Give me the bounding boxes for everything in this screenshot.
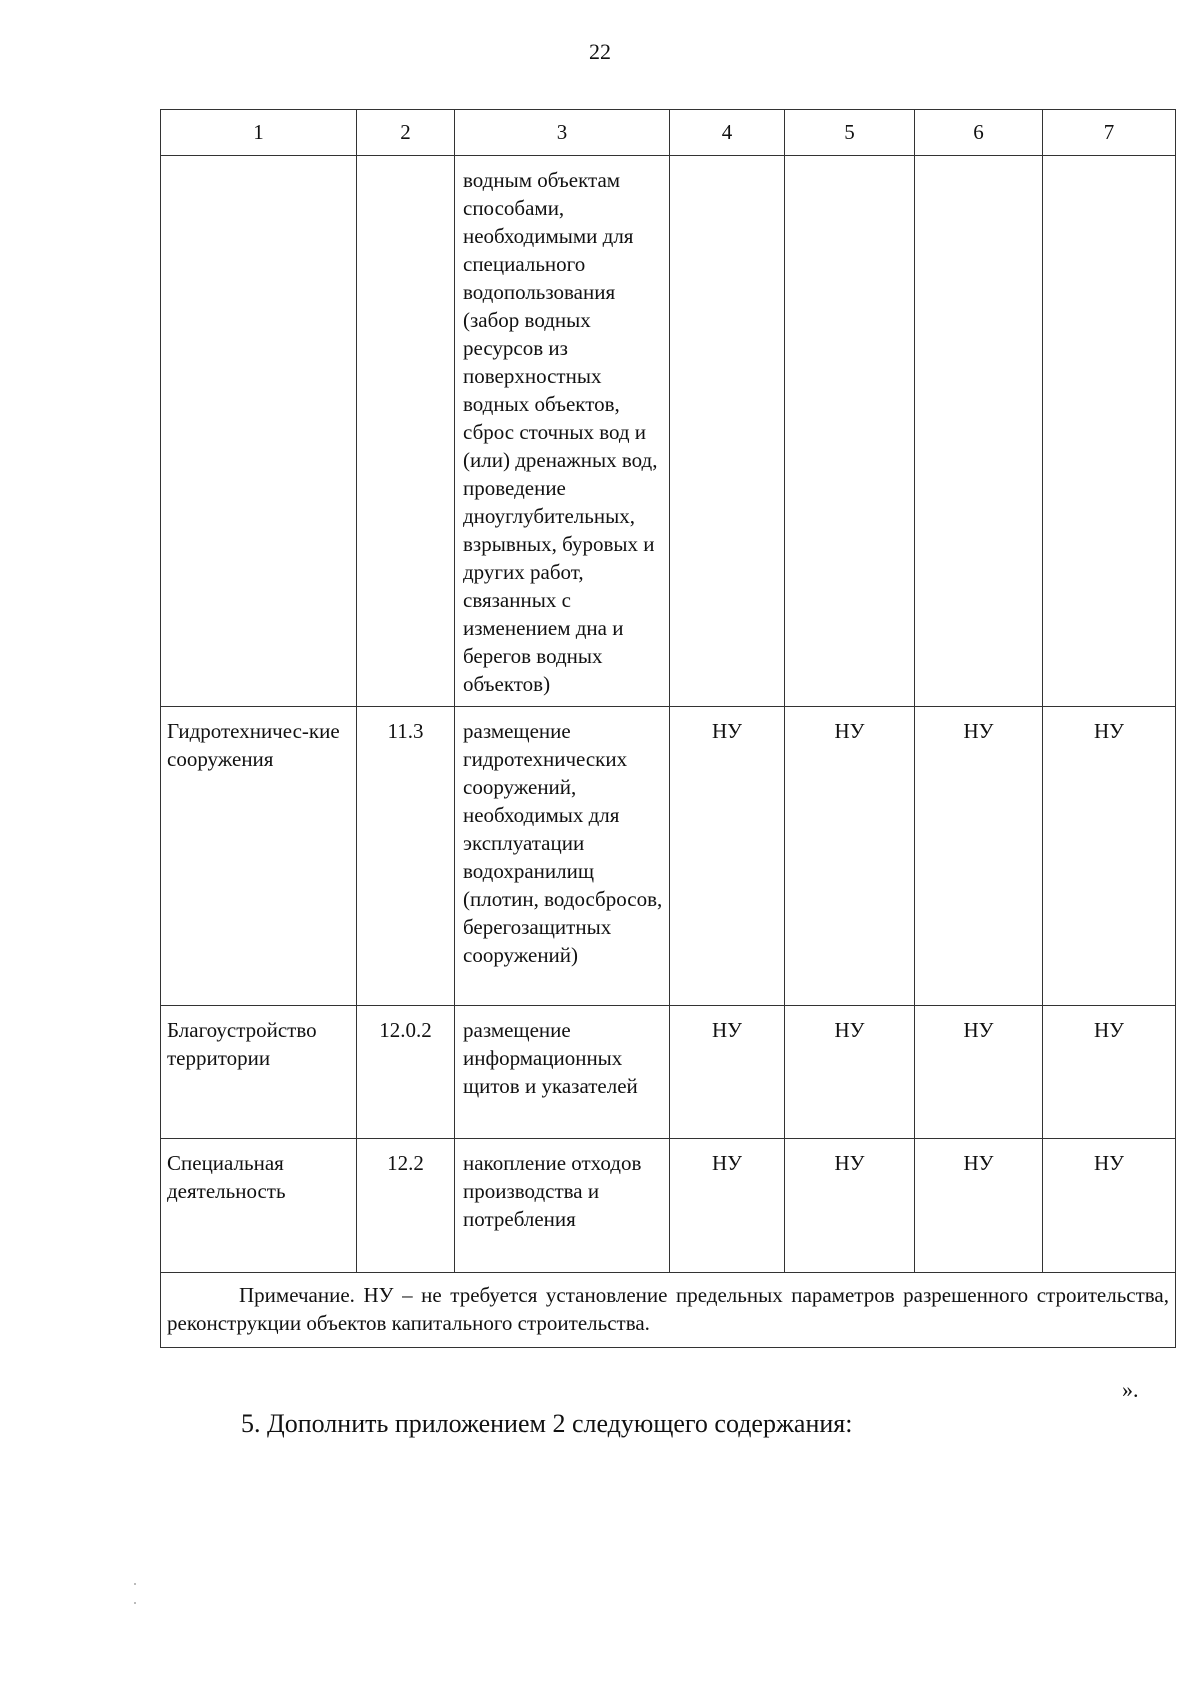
cell-name: Благоустройство территории <box>161 1006 357 1139</box>
cell-name <box>161 156 357 707</box>
header-cell-1: 1 <box>161 110 357 156</box>
cell-param-7: НУ <box>1043 1006 1176 1139</box>
table-header-row <box>161 110 1176 156</box>
table-note-row <box>161 1273 1176 1348</box>
cell-param-6: НУ <box>915 1139 1043 1273</box>
cell-code: 12.0.2 <box>357 1006 455 1139</box>
header-cell-7: 7 <box>1043 110 1176 156</box>
cell-param-7: НУ <box>1043 707 1176 1006</box>
table-row <box>161 1139 1176 1273</box>
note-text: Примечание. НУ – не требуется установление предельных параметров разрешенного строительства, реконструкции объектов капитального строительства. <box>167 1283 1169 1335</box>
land-use-table <box>160 109 1176 1348</box>
cell-param-4 <box>670 156 785 707</box>
header-cell-3: 3 <box>455 110 670 156</box>
header-cell-5: 5 <box>785 110 915 156</box>
table-row <box>161 1006 1176 1139</box>
table-note <box>161 1273 1176 1348</box>
scan-speck <box>134 1583 136 1585</box>
header-cell-2: 2 <box>357 110 455 156</box>
paragraph-5: 5. Дополнить приложением 2 следующего содержания: <box>241 1409 853 1438</box>
cell-description: размещение информационных щитов и указателей <box>455 1006 670 1139</box>
cell-code: 11.3 <box>357 707 455 1006</box>
header-cell-6: 6 <box>915 110 1043 156</box>
header-cell-4: 4 <box>670 110 785 156</box>
closing-quote: ». <box>1122 1377 1139 1402</box>
cell-param-5 <box>785 156 915 707</box>
table-row-continuation <box>161 156 1176 707</box>
cell-param-6 <box>915 156 1043 707</box>
cell-param-5: НУ <box>785 1006 915 1139</box>
page-number: 22 <box>589 39 611 64</box>
cell-param-5: НУ <box>785 707 915 1006</box>
cell-param-5: НУ <box>785 1139 915 1273</box>
cell-description: накопление отходов производства и потребления <box>455 1139 670 1273</box>
table-row <box>161 707 1176 1006</box>
cell-param-7: НУ <box>1043 1139 1176 1273</box>
cell-param-6: НУ <box>915 1006 1043 1139</box>
cell-code <box>357 156 455 707</box>
cell-name: Специальная деятельность <box>161 1139 357 1273</box>
cell-param-7 <box>1043 156 1176 707</box>
cell-code: 12.2 <box>357 1139 455 1273</box>
cell-param-4: НУ <box>670 1139 785 1273</box>
cell-param-4: НУ <box>670 707 785 1006</box>
cell-description: водным объектам способами, необходимыми для специального водопользования (забор водных ресурсов из поверхностных водных объектов, сброс сточных вод и (или) дренажных вод, проведение дноуглубительных, взрывных, буровых и других работ, связанных с изменением дна и берегов водных объектов) <box>455 156 670 707</box>
cell-param-4: НУ <box>670 1006 785 1139</box>
cell-description: размещение гидротехнических сооружений, необходимых для эксплуатации водохранилищ (плотин, водосбросов, берегозащитных сооружений) <box>455 707 670 1006</box>
scan-speck <box>134 1602 136 1604</box>
cell-param-6: НУ <box>915 707 1043 1006</box>
cell-name: Гидротехничес-кие сооружения <box>161 707 357 1006</box>
